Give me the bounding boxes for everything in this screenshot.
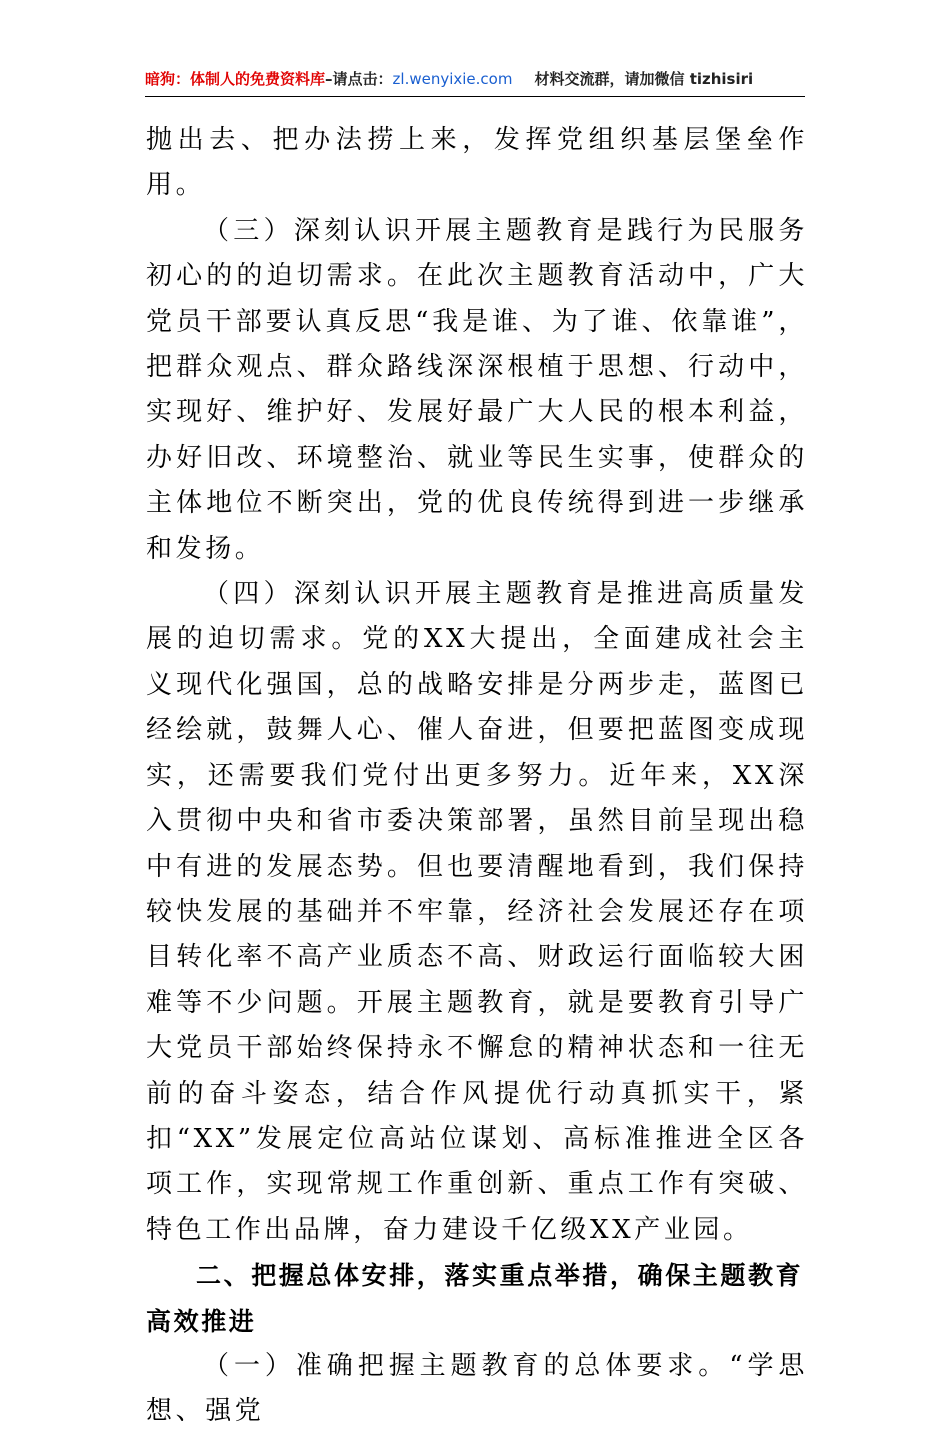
paragraph-section-three: （三）深刻认识开展主题教育是践行为民服务初心的的迫切需求。在此次主题教育活动中，广大党员干部要认真反思“我是谁、为了谁、依靠谁”，把群众观点、群众路线深深根植于思想、行动中，实现好、维护好、发展好最广大人民的根本利益，办好旧改、环境整治、就业等民生实事，使群众的主体地位不断突出，党的优良传统得到进一步继承和发扬。 [146,215,808,564]
document-body [146,118,808,1435]
paragraph-section-four: （四）深刻认识开展主题教育是推进高质量发展的迫切需求。党的XX大提出，全面建成社会主义现代化强国，总的战略安排是分两步走，蓝图已经绘就，鼓舞人心、催人奋进，但要把蓝图变成现实，还需要我们党付出更多努力。近年来，XX深入贯彻中央和省市委决策部署，虽然目前呈现出稳中有进的发展态势。但也要清醒地看到，我们保持较快发展的基础并不牢靠，经济社会发展还存在项目转化率不高产业质态不高、财政运行面临较大困难等不少问题。开展主题教育，就是要教育引导广大党员干部始终保持永不懈怠的精神状态和一往无前的奋斗姿态，结合作风提优行动真抓实干，紧扣“XX”发展定位高站位谋划、高标准推进全区各项工作，实现常规工作重创新、重点工作有突破、特色工作出品牌，奋力建设千亿级XX产业园。 [146,579,808,1245]
header-url-link[interactable]: zl.wenyixie.com [392,70,513,88]
header-wechat-note: 材料交流群，请加微信 tizhisiri [534,70,754,88]
header-click-prompt: –请点击： [325,70,393,88]
section-heading-two: 二、把握总体安排，落实重点举措，确保主题教育高效推进 [146,1261,804,1336]
paragraph-subsection-one: （一）准确把握主题教育的总体要求。“学思想、强党 [146,1350,808,1427]
paragraph-continuation: 抛出去、把办法捞上来，发挥党组织基层堡垒作用。 [146,125,808,201]
page-header [145,62,805,97]
header-site-name: 暗狗：体制人的免费资料库 [145,70,326,88]
